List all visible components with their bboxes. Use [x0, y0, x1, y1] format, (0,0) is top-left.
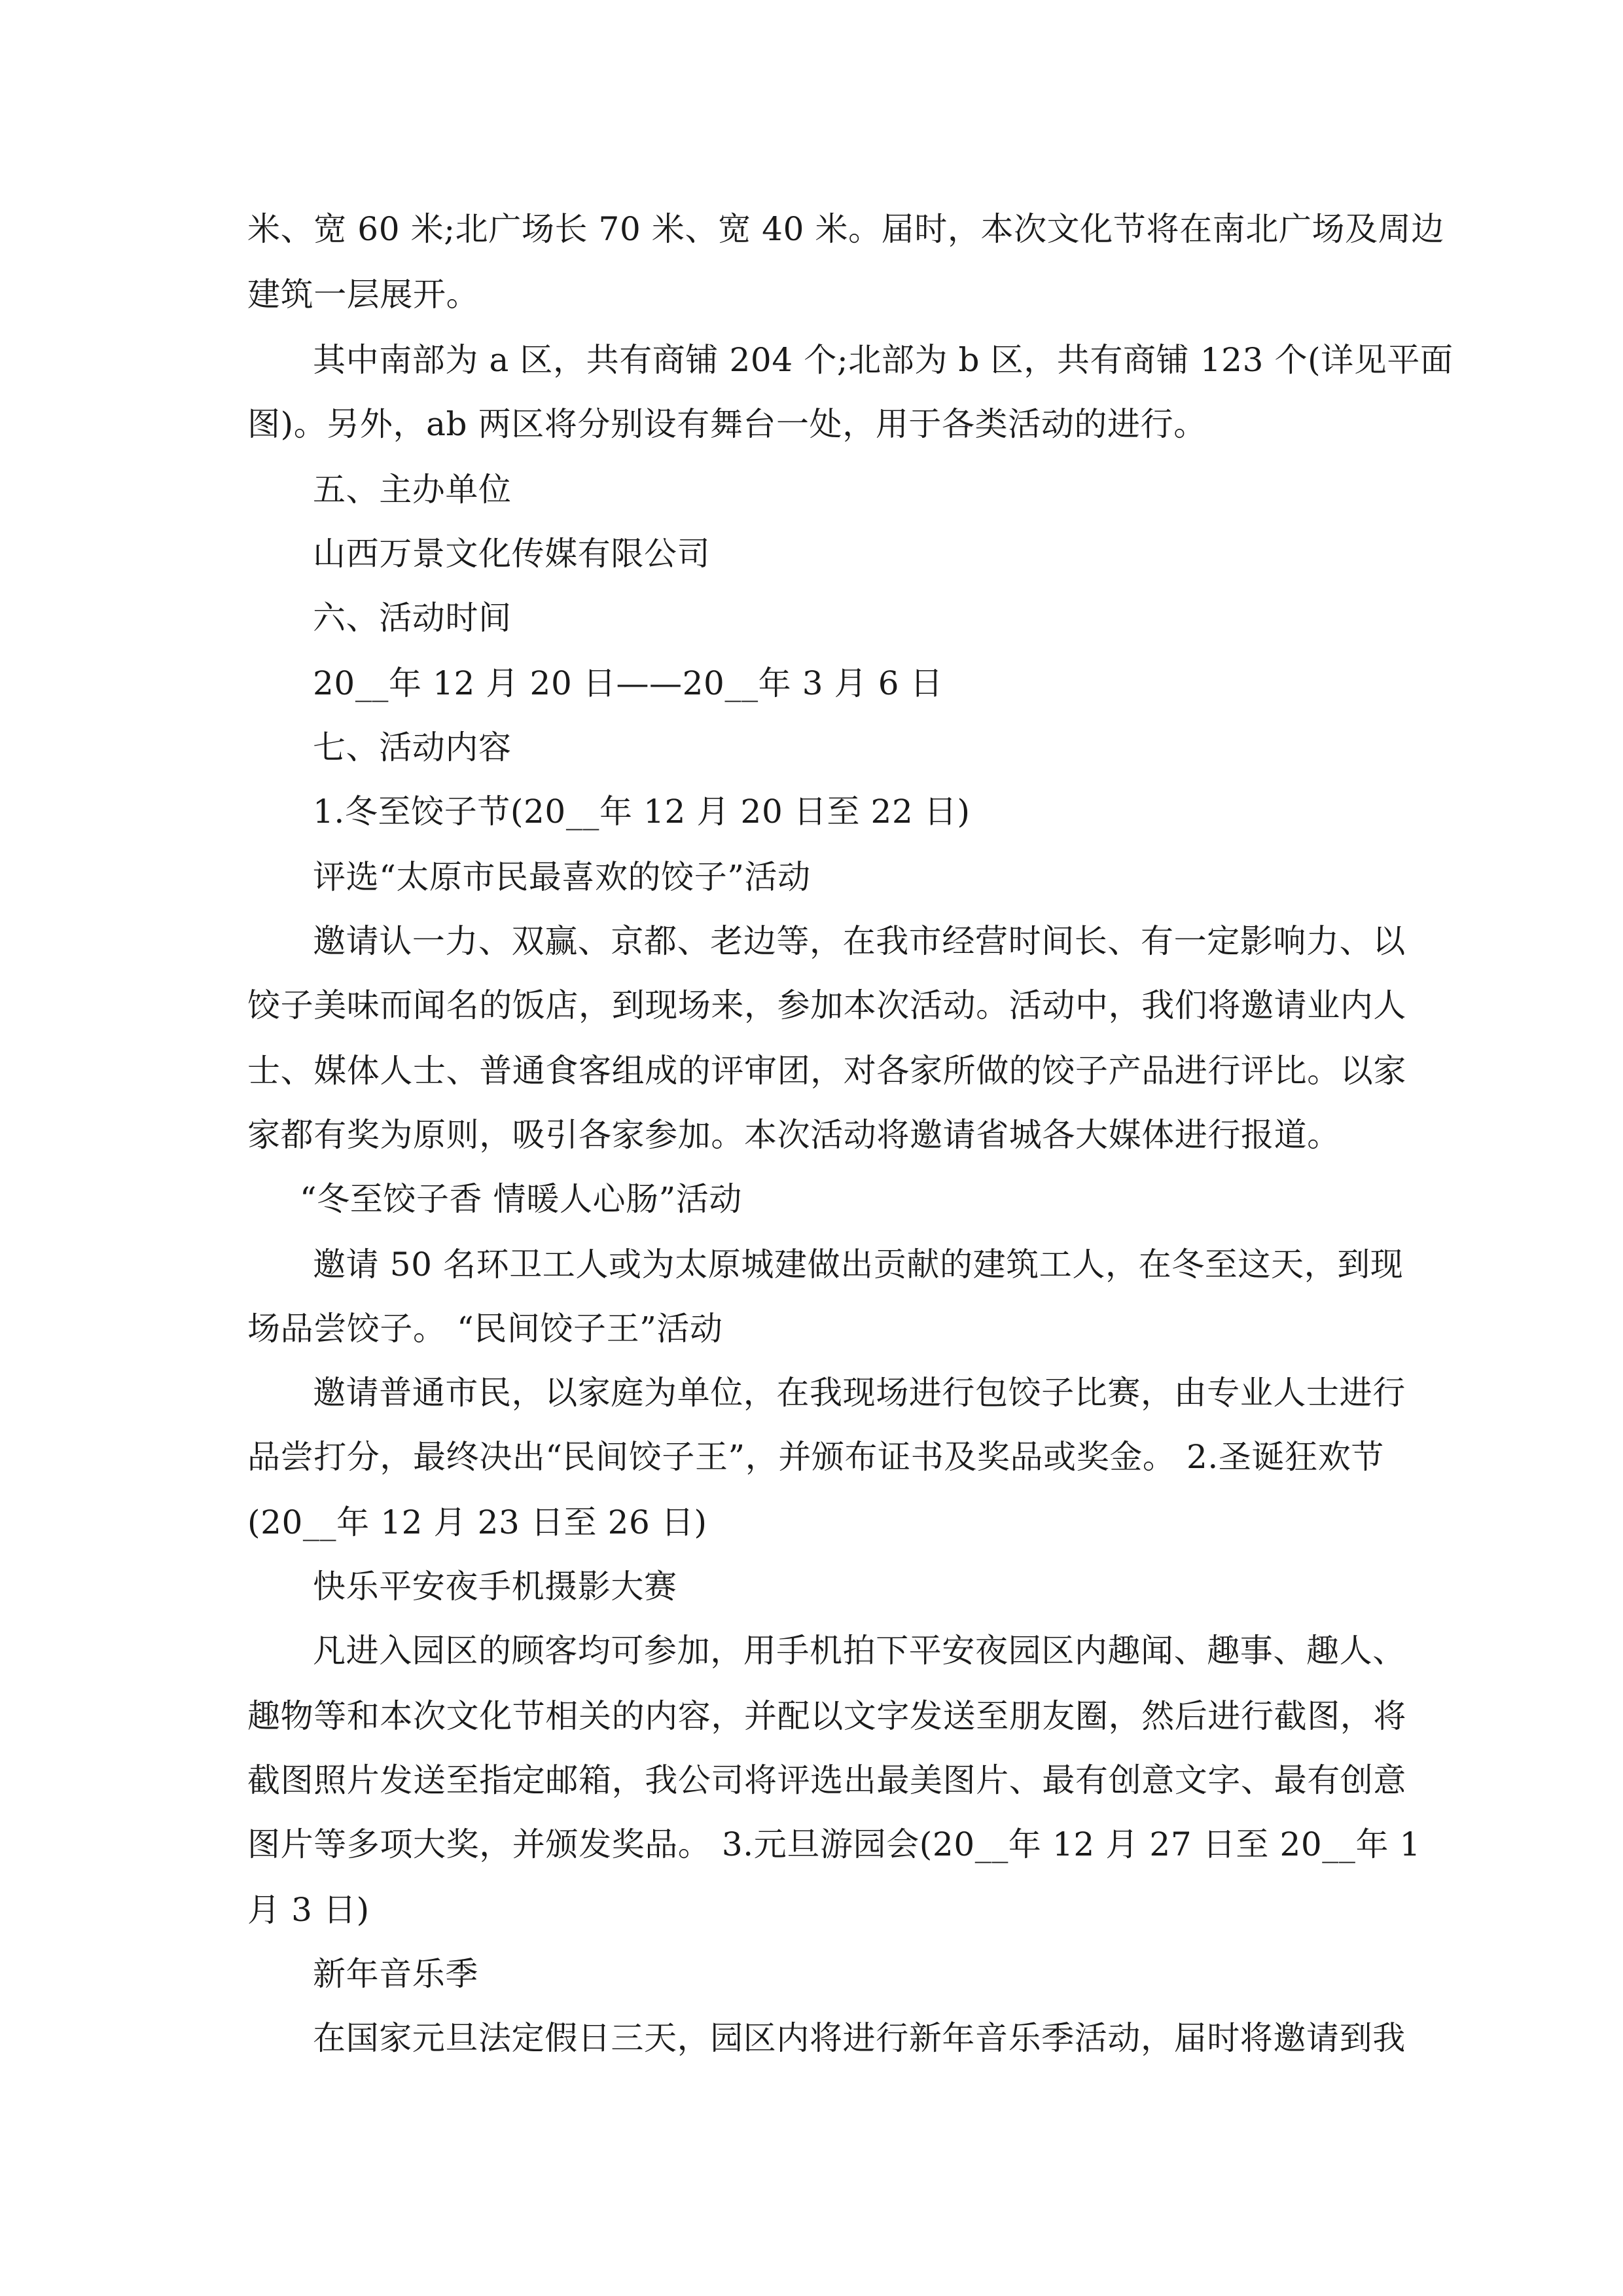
- text-line: 家都有奖为原则，吸引各家参加。本次活动将邀请省城各大媒体进行报道。: [247, 1116, 1340, 1154]
- text-line: 其中南部为 a 区，共有商铺 204 个;北部为 b 区，共有商铺 123 个(详见平面: [313, 341, 1454, 379]
- text-line: 士、媒体人士、普通食客组成的评审团，对各家所做的饺子产品进行评比。以家: [247, 1052, 1406, 1090]
- text-line: 品尝打分，最终决出“民间饺子王”，并颁布证书及奖品或奖金。 2.圣诞狂欢节: [247, 1438, 1384, 1476]
- section-heading: 五、主办单位: [313, 471, 512, 509]
- text-line: 建筑一层展开。: [247, 276, 480, 314]
- text-line: 凡进入园区的顾客均可参加，用手机拍下平安夜园区内趣闻、趣事、趣人、: [313, 1632, 1406, 1670]
- text-line: 图)。另外，ab 两区将分别设有舞台一处，用于各类活动的进行。: [247, 405, 1207, 443]
- text-line: 评选“太原市民最喜欢的饺子”活动: [313, 858, 811, 896]
- text-line: 邀请认一力、双赢、京都、老边等，在我市经营时间长、有一定影响力、以: [313, 922, 1406, 960]
- text-line: 快乐平安夜手机摄影大赛: [313, 1568, 677, 1605]
- text-line: 图片等多项大奖，并颁发奖品。 3.元旦游园会(20__年 12 月 27 日至 20__年 1: [247, 1825, 1421, 1863]
- text-line: 山西万景文化传媒有限公司: [313, 535, 711, 573]
- text-line: 邀请普通市民，以家庭为单位，在我现场进行包饺子比赛，由专业人士进行: [313, 1374, 1406, 1412]
- text-line: 米、宽 60 米;北广场长 70 米、宽 40 米。届时，本次文化节将在南北广场及周边: [247, 210, 1444, 248]
- text-line: 在国家元旦法定假日三天，园区内将进行新年音乐季活动，届时将邀请到我: [313, 2019, 1406, 2057]
- text-line: 新年音乐季: [313, 1955, 478, 1993]
- text-line: 1.冬至饺子节(20__年 12 月 20 日至 22 日): [313, 793, 971, 831]
- text-line: 邀请 50 名环卫工人或为太原城建做出贡献的建筑工人，在冬至这天，到现: [313, 1246, 1404, 1283]
- section-heading: 六、活动时间: [313, 599, 512, 637]
- text-line: “冬至饺子香 情暖人心肠”活动: [300, 1180, 743, 1218]
- text-line: 场品尝饺子。 “民间饺子王”活动: [247, 1310, 723, 1348]
- text-line: 截图照片发送至指定邮箱，我公司将评选出最美图片、最有创意文字、最有创意: [247, 1761, 1406, 1799]
- section-heading: 七、活动内容: [313, 728, 512, 766]
- text-line: 趣物等和本次文化节相关的内容，并配以文字发送至朋友圈，然后进行截图，将: [247, 1697, 1406, 1735]
- text-line: 饺子美味而闻名的饭店，到现场来，参加本次活动。活动中，我们将邀请业内人: [247, 986, 1406, 1024]
- text-line: 20__年 12 月 20 日——20__年 3 月 6 日: [313, 664, 944, 702]
- text-line: 月 3 日): [247, 1891, 370, 1929]
- text-line: (20__年 12 月 23 日至 26 日): [247, 1503, 707, 1541]
